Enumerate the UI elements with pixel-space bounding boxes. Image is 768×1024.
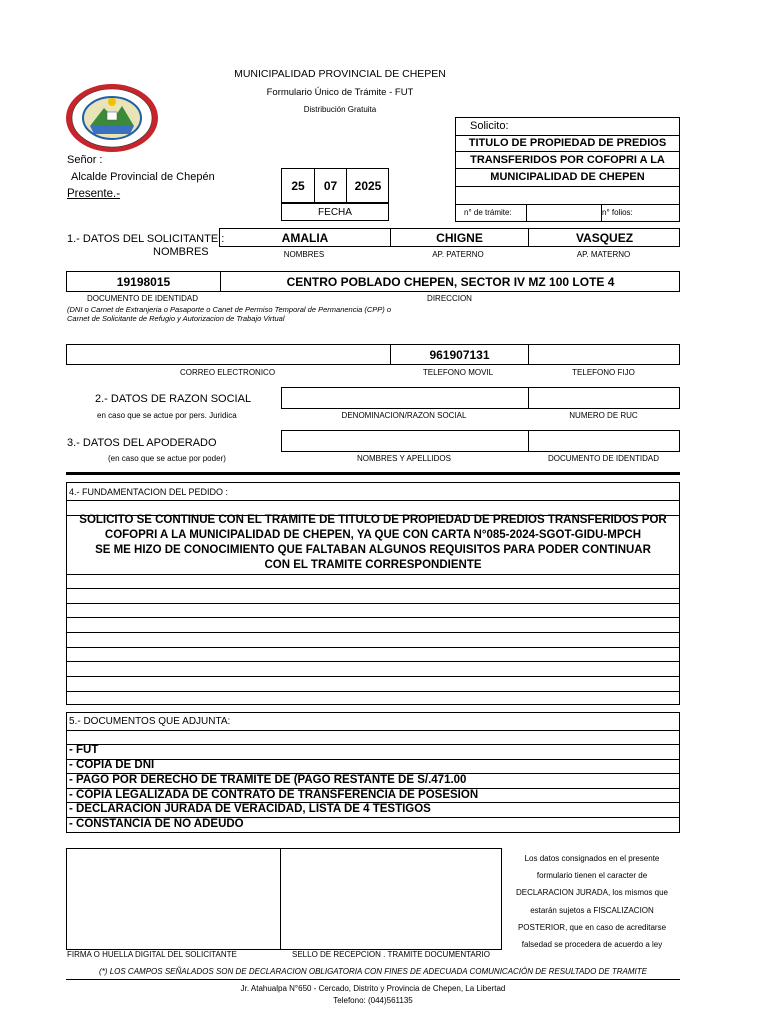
- section2-title: 2.- DATOS DE RAZON SOCIAL: [95, 393, 252, 405]
- sello-box[interactable]: [280, 848, 502, 950]
- page-title: MUNICIPALIDAD PROVINCIAL DE CHEPEN: [234, 68, 446, 80]
- solicito-line-3[interactable]: MUNICIPALIDAD DE CHEPEN: [490, 171, 645, 183]
- caption-telefono-movil: TELEFONO MOVIL: [422, 368, 494, 377]
- declaracion-line-4: estarán sujetos a FISCALIZACION: [530, 905, 654, 915]
- solicito-box: [455, 117, 680, 222]
- mandatory-fields-note: (*) LOS CAMPOS SEÑALADOS SON DE DECLARACION OBLIGATORIA CON FINES DE ADECUADA COMUNICACIÓN DE RESULTADO DE TRAMITE: [99, 967, 647, 976]
- correo-field[interactable]: [67, 345, 390, 364]
- document-item-2[interactable]: - COPIA DE DNI: [69, 759, 155, 771]
- caption-ap-paterno: AP. PATERNO: [432, 250, 484, 259]
- documento-field[interactable]: 19198015: [116, 274, 171, 289]
- document-item-5[interactable]: - DECLARACION JURADA DE VERACIDAD, LISTA DE 4 TESTIGOS: [69, 803, 431, 815]
- caption-denominacion: DENOMINACION/RAZON SOCIAL: [341, 411, 467, 420]
- addressee-alcalde: Alcalde Provincial de Chepén: [71, 171, 215, 183]
- footer-phone: Telefono: (044)561135: [333, 996, 413, 1005]
- ap-materno-field[interactable]: VASQUEZ: [528, 229, 680, 246]
- ap-paterno-field[interactable]: CHIGNE: [390, 229, 528, 246]
- fundamentacion-line-4: CON EL TRAMITE CORRESPONDIENTE: [264, 559, 482, 571]
- document-item-3[interactable]: - PAGO POR DERECHO DE TRAMITE DE (PAGO RESTANTE DE S/.471.00: [69, 774, 467, 786]
- form-subtitle: Formulario Único de Trámite - FUT: [266, 87, 414, 98]
- fundamentacion-line-3: SE ME HIZO DE CONOCIMIENTO QUE FALTABAN ALGUNOS REQUISITOS PARA PODER CONTINUAR: [95, 544, 651, 556]
- telefono-fijo-field[interactable]: [528, 345, 680, 364]
- document-item-6[interactable]: - CONSTANCIA DE NO ADEUDO: [69, 818, 244, 830]
- fundamentacion-line-2: COFOPRI A LA MUNICIPALIDAD DE CHEPEN, YA QUE CON CARTA N°085-2024-SGOT-GIDU-MPCH: [104, 529, 642, 541]
- date-label-box: [281, 203, 389, 221]
- apoderado-documento-field[interactable]: [528, 431, 680, 451]
- document-address-row: [66, 271, 680, 292]
- caption-apoderado-nombres: NOMBRES Y APELLIDOS: [357, 454, 451, 463]
- declaracion-line-6: falsedad se procedera de acuerdo a ley: [521, 940, 663, 950]
- footer-address: Jr. Atahualpa N°650 - Cercado, Distrito y Provincia de Chepen, La Libertad: [240, 984, 506, 993]
- municipal-seal-logo: [64, 82, 160, 154]
- caption-correo: CORREO ELECTRONICO: [179, 368, 276, 377]
- distribution-note: Distribución Gratuita: [303, 105, 377, 114]
- declaracion-line-3: DECLARACION JURADA, los mismos que: [515, 888, 669, 898]
- caption-documento: DOCUMENTO DE IDENTIDAD: [87, 294, 198, 303]
- section4-title: 4.- FUNDAMENTACION DEL PEDIDO :: [69, 487, 229, 497]
- declaracion-line-5: POSTERIOR, que en caso de acreditarse: [517, 922, 667, 932]
- date-box: [281, 168, 389, 203]
- tramite-number-label: n° de trámite:: [464, 208, 512, 217]
- section2-note: en caso que se actue por pers. Juridica: [97, 411, 237, 420]
- date-year[interactable]: 2025: [346, 169, 389, 202]
- name-row: [219, 228, 680, 247]
- footer-divider: [66, 979, 680, 980]
- caption-direccion: DIRECCION: [427, 294, 472, 303]
- solicito-label: Solicito:: [470, 120, 509, 132]
- nombres-field[interactable]: AMALIA: [281, 230, 329, 245]
- caption-ruc: NUMERO DE RUC: [569, 411, 638, 420]
- section1-nombres-label: NOMBRES: [153, 246, 209, 258]
- ruc-field[interactable]: [528, 388, 680, 408]
- document-item-1[interactable]: - FUT: [69, 744, 99, 756]
- section5-title: 5.- DOCUMENTOS QUE ADJUNTA:: [69, 716, 231, 727]
- solicito-line-2[interactable]: TRANSFERIDOS POR COFOPRI A LA: [470, 154, 665, 166]
- section-divider: [66, 472, 680, 475]
- date-label: FECHA: [318, 206, 352, 218]
- telefono-movil-field[interactable]: 961907131: [390, 345, 528, 364]
- fundamentacion-text[interactable]: [67, 513, 679, 573]
- contact-row: [66, 344, 680, 365]
- section3-title: 3.- DATOS DEL APODERADO: [67, 437, 217, 449]
- fundamentacion-line-1: SOLICITO SE CONTINUE CON EL TRAMITE DE TITULO DE PROPIEDAD DE PREDIOS TRANSFERIDOS POR: [79, 514, 667, 526]
- denominacion-field[interactable]: [282, 388, 528, 408]
- section3-note: (en caso que se actue por poder): [108, 454, 226, 463]
- date-month[interactable]: 07: [314, 169, 346, 202]
- apoderado-row: [281, 430, 680, 452]
- sello-label: SELLO DE RECEPCION . TRAMITE DOCUMENTARIO: [292, 950, 490, 959]
- section1-title: 1.- DATOS DEL SOLICITANTE :: [67, 233, 225, 245]
- document-type-note: (DNI o Carnet de Extranjeria o Pasaporte o Canet de Permiso Temporal de Permanencia (CPP) o Carnet de Solicitante de Refugio y Autorizacion de Trabajo Virtual: [67, 305, 392, 323]
- fundamentacion-box: [66, 482, 680, 705]
- firma-box[interactable]: [66, 848, 281, 950]
- folios-label: n° folios:: [602, 208, 633, 217]
- apoderado-nombres-field[interactable]: [282, 431, 528, 451]
- tramite-number-field[interactable]: [527, 205, 601, 222]
- caption-nombres: NOMBRES: [283, 250, 325, 259]
- addressee-presente: Presente.-: [67, 188, 121, 200]
- date-day[interactable]: 25: [291, 178, 305, 193]
- firma-label: FIRMA O HUELLA DIGITAL DEL SOLICITANTE: [67, 950, 237, 959]
- declaracion-line-2: formulario tienen el caracter de: [536, 871, 648, 881]
- document-item-4[interactable]: - COPIA LEGALIZADA DE CONTRATO DE TRANSFERENCIA DE POSESION: [69, 789, 479, 801]
- razon-social-row: [281, 387, 680, 409]
- declaracion-line-1: Los datos consignados en el presente: [524, 854, 660, 863]
- solicito-line-1[interactable]: TITULO DE PROPIEDAD DE PREDIOS: [468, 137, 667, 149]
- caption-telefono-fijo: TELEFONO FIJO: [572, 368, 635, 377]
- addressee-senor: Señor :: [67, 154, 103, 166]
- declaracion-jurada-note: [504, 850, 680, 953]
- documentos-box: [66, 712, 680, 833]
- direccion-field[interactable]: CENTRO POBLADO CHEPEN, SECTOR IV MZ 100 LOTE 4: [220, 272, 680, 291]
- caption-apoderado-documento: DOCUMENTO DE IDENTIDAD: [548, 454, 659, 463]
- caption-ap-materno: AP. MATERNO: [576, 250, 631, 259]
